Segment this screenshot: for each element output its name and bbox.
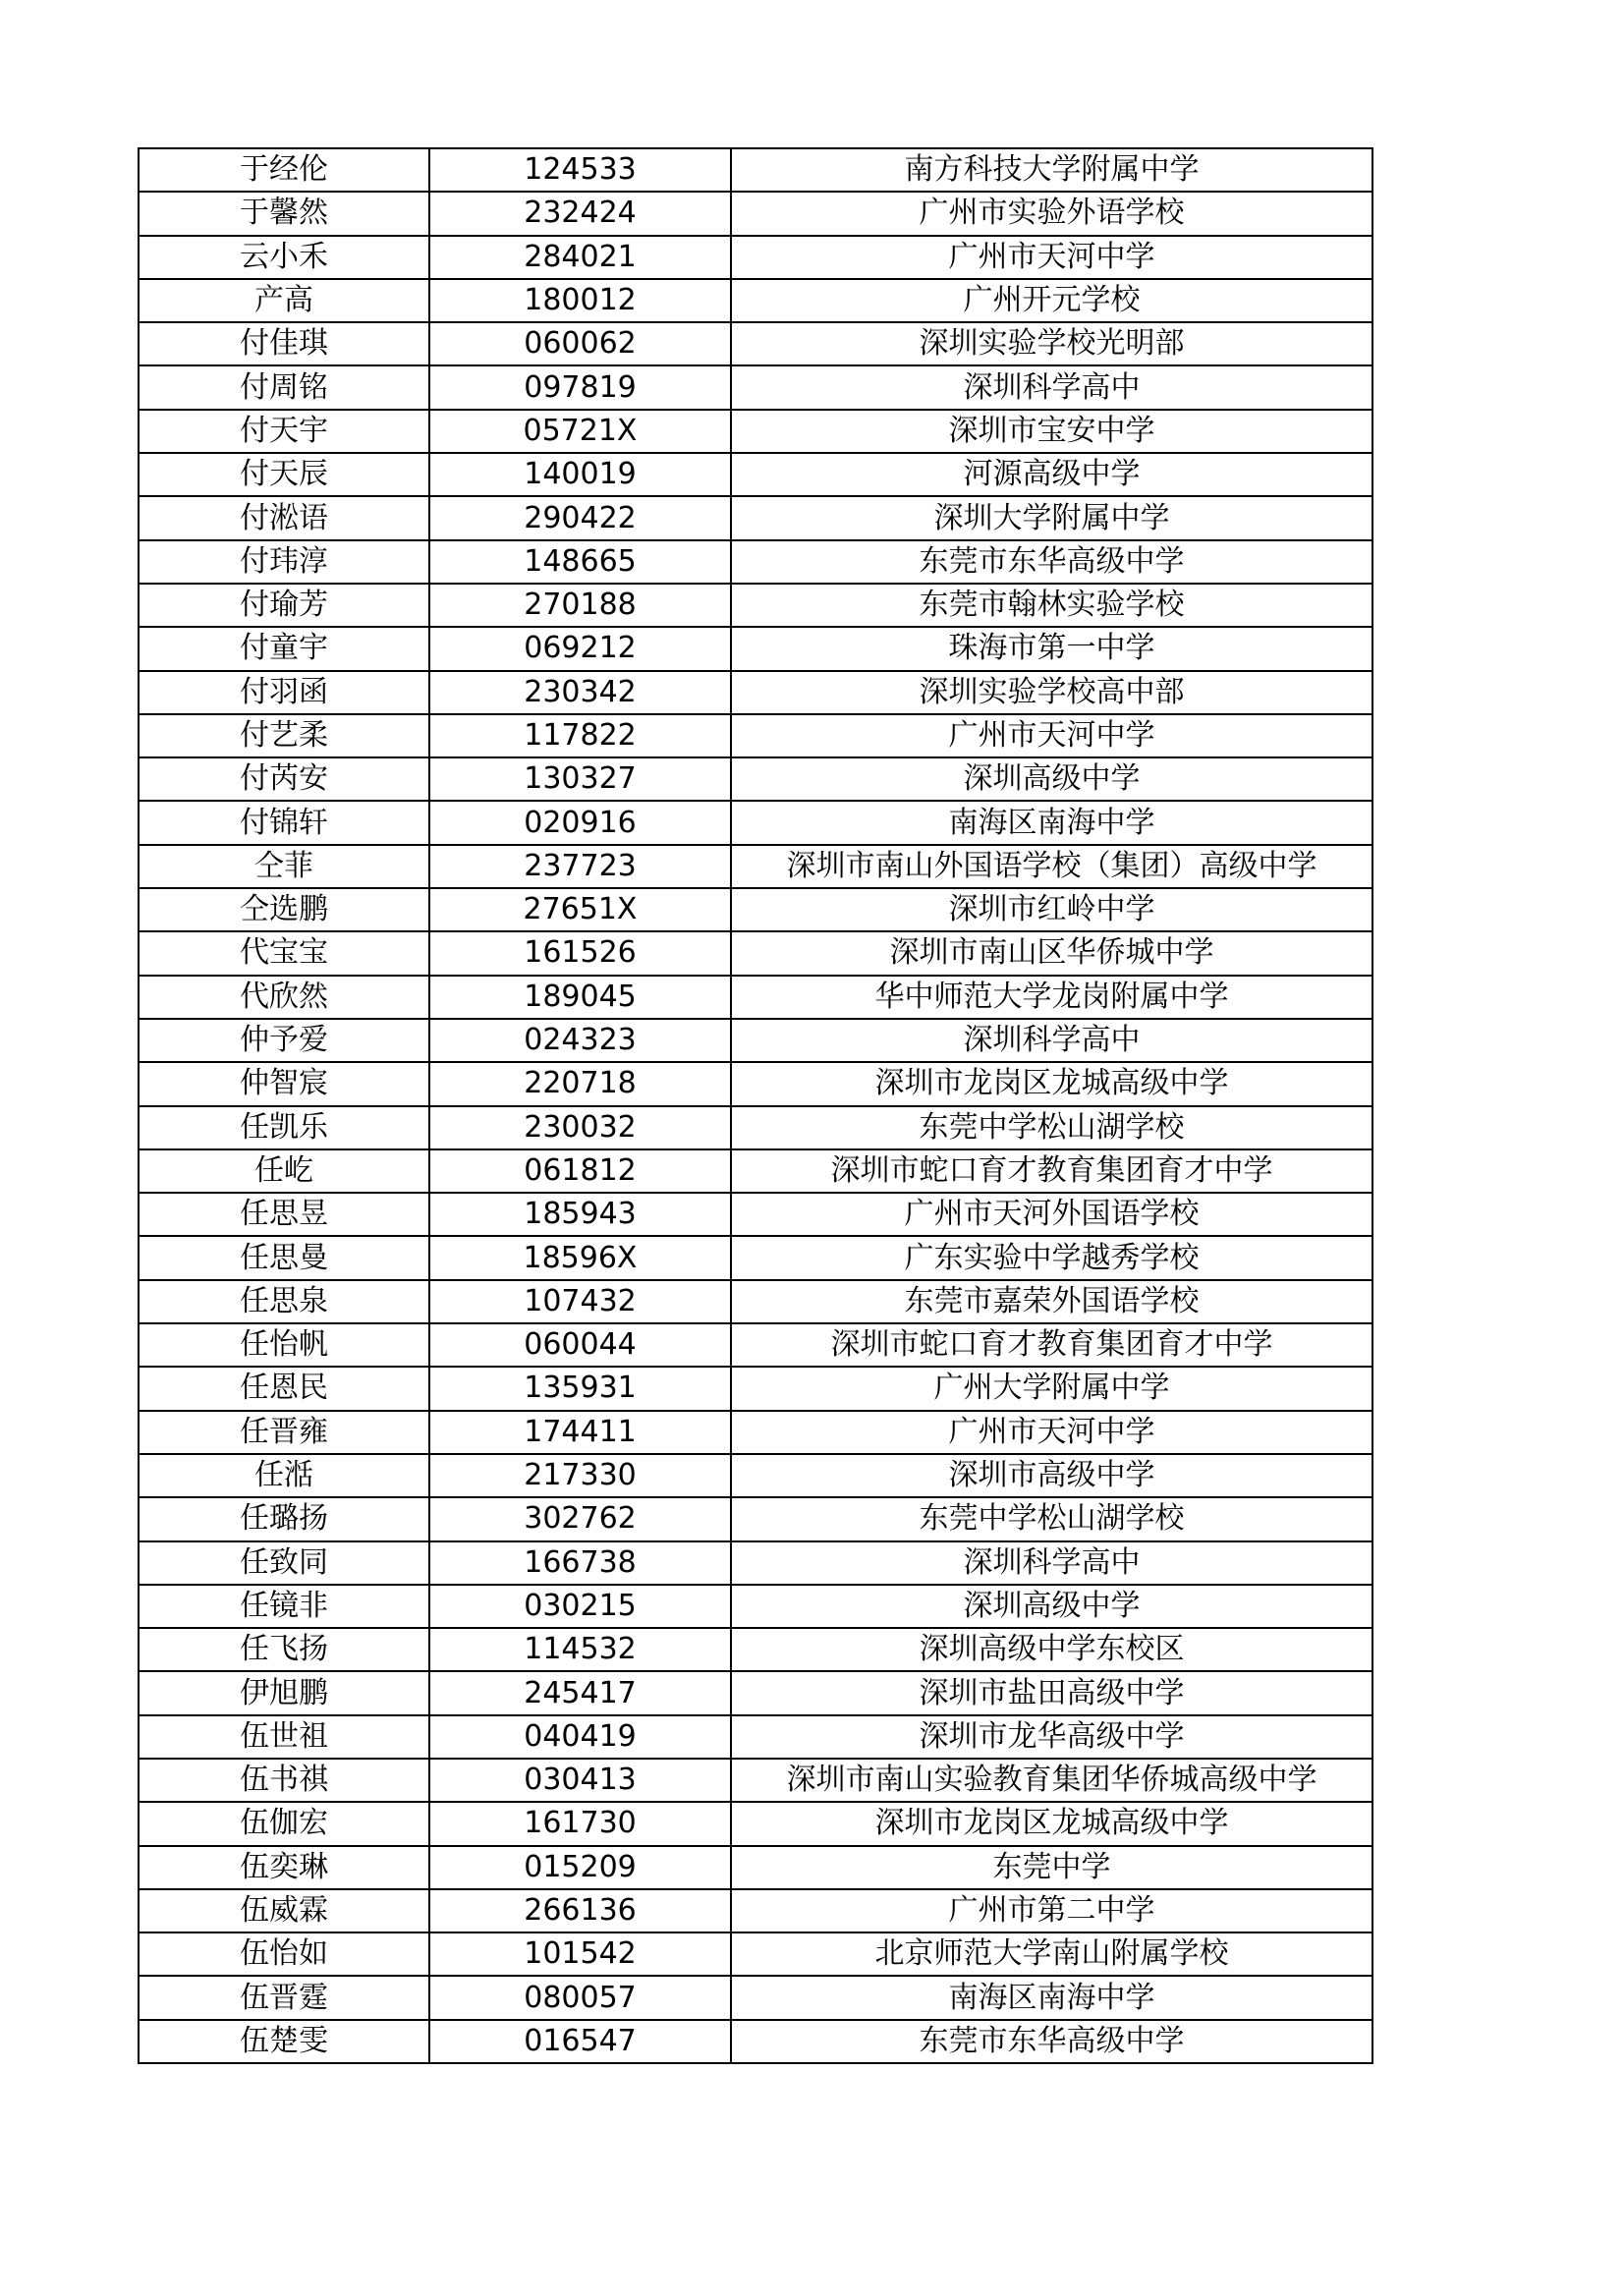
student-id-cell: 05721X bbox=[429, 410, 731, 453]
student-id-cell: 020916 bbox=[429, 801, 731, 844]
student-id-cell: 124533 bbox=[429, 148, 731, 192]
table-row bbox=[139, 714, 1372, 757]
student-id-cell: 114532 bbox=[429, 1628, 731, 1671]
school-name-cell: 深圳高级中学 bbox=[731, 757, 1372, 801]
school-name-cell: 广州开元学校 bbox=[731, 279, 1372, 322]
school-name-cell: 深圳市龙华高级中学 bbox=[731, 1715, 1372, 1759]
table-row bbox=[139, 1889, 1372, 1932]
school-name-cell: 深圳高级中学 bbox=[731, 1585, 1372, 1628]
student-id-cell: 185943 bbox=[429, 1193, 731, 1236]
student-id-cell: 080057 bbox=[429, 1976, 731, 2019]
table-row bbox=[139, 1846, 1372, 1889]
table-row bbox=[139, 888, 1372, 931]
student-id-cell: 061812 bbox=[429, 1149, 731, 1193]
student-name-cell: 伊旭鹏 bbox=[139, 1671, 429, 1714]
student-name-cell: 付佳琪 bbox=[139, 322, 429, 365]
school-name-cell: 河源高级中学 bbox=[731, 453, 1372, 496]
school-name-cell: 深圳科学高中 bbox=[731, 365, 1372, 409]
student-id-cell: 237723 bbox=[429, 845, 731, 888]
student-id-cell: 232424 bbox=[429, 192, 731, 235]
school-name-cell: 深圳市蛇口育才教育集团育才中学 bbox=[731, 1323, 1372, 1367]
student-name-cell: 任思昱 bbox=[139, 1193, 429, 1236]
school-name-cell: 深圳市高级中学 bbox=[731, 1454, 1372, 1497]
student-name-cell: 付天辰 bbox=[139, 453, 429, 496]
school-name-cell: 深圳市龙岗区龙城高级中学 bbox=[731, 1062, 1372, 1105]
table-row bbox=[139, 1759, 1372, 1802]
school-name-cell: 深圳科学高中 bbox=[731, 1019, 1372, 1062]
table-row bbox=[139, 1541, 1372, 1585]
student-name-cell: 付锦轩 bbox=[139, 801, 429, 844]
student-id-cell: 024323 bbox=[429, 1019, 731, 1062]
student-id-cell: 27651X bbox=[429, 888, 731, 931]
table-row bbox=[139, 1062, 1372, 1105]
school-name-cell: 深圳市南山实验教育集团华侨城高级中学 bbox=[731, 1759, 1372, 1802]
student-name-cell: 伍书祺 bbox=[139, 1759, 429, 1802]
student-name-cell: 任思曼 bbox=[139, 1236, 429, 1279]
school-name-cell: 深圳市南山区华侨城中学 bbox=[731, 931, 1372, 975]
student-id-cell: 284021 bbox=[429, 236, 731, 279]
table-row bbox=[139, 1932, 1372, 1976]
school-name-cell: 深圳市宝安中学 bbox=[731, 410, 1372, 453]
student-name-cell: 仝菲 bbox=[139, 845, 429, 888]
table-row bbox=[139, 1193, 1372, 1236]
student-name-cell: 付瑜芳 bbox=[139, 584, 429, 627]
school-name-cell: 东莞中学松山湖学校 bbox=[731, 1106, 1372, 1149]
school-name-cell: 北京师范大学南山附属学校 bbox=[731, 1932, 1372, 1976]
student-id-cell: 101542 bbox=[429, 1932, 731, 1976]
table-row bbox=[139, 453, 1372, 496]
student-name-cell: 伍伽宏 bbox=[139, 1802, 429, 1845]
table-row bbox=[139, 1454, 1372, 1497]
student-name-cell: 付童宇 bbox=[139, 627, 429, 670]
table-row bbox=[139, 627, 1372, 670]
student-id-cell: 030215 bbox=[429, 1585, 731, 1628]
school-name-cell: 广州市实验外语学校 bbox=[731, 192, 1372, 235]
school-name-cell: 珠海市第一中学 bbox=[731, 627, 1372, 670]
student-table bbox=[138, 147, 1373, 2064]
student-name-cell: 伍世祖 bbox=[139, 1715, 429, 1759]
table-row bbox=[139, 322, 1372, 365]
school-name-cell: 东莞市嘉荣外国语学校 bbox=[731, 1280, 1372, 1323]
student-id-cell: 217330 bbox=[429, 1454, 731, 1497]
student-name-cell: 伍怡如 bbox=[139, 1932, 429, 1976]
student-name-cell: 仝选鹏 bbox=[139, 888, 429, 931]
table-row bbox=[139, 236, 1372, 279]
student-name-cell: 代宝宝 bbox=[139, 931, 429, 975]
table-row bbox=[139, 365, 1372, 409]
student-name-cell: 伍奕琳 bbox=[139, 1846, 429, 1889]
table-row bbox=[139, 1411, 1372, 1454]
table-row bbox=[139, 496, 1372, 539]
student-name-cell: 付芮安 bbox=[139, 757, 429, 801]
table-row bbox=[139, 976, 1372, 1019]
student-name-cell: 任怡帆 bbox=[139, 1323, 429, 1367]
school-name-cell: 深圳市红岭中学 bbox=[731, 888, 1372, 931]
table-row bbox=[139, 671, 1372, 714]
school-name-cell: 广州大学附属中学 bbox=[731, 1367, 1372, 1410]
student-id-cell: 266136 bbox=[429, 1889, 731, 1932]
school-name-cell: 深圳市南山外国语学校（集团）高级中学 bbox=[731, 845, 1372, 888]
school-name-cell: 东莞市翰林实验学校 bbox=[731, 584, 1372, 627]
school-name-cell: 深圳大学附属中学 bbox=[731, 496, 1372, 539]
student-name-cell: 任璐扬 bbox=[139, 1497, 429, 1540]
table-row bbox=[139, 845, 1372, 888]
student-name-cell: 伍晋霆 bbox=[139, 1976, 429, 2019]
student-id-cell: 030413 bbox=[429, 1759, 731, 1802]
student-name-cell: 付羽函 bbox=[139, 671, 429, 714]
table-row bbox=[139, 1019, 1372, 1062]
student-id-cell: 161730 bbox=[429, 1802, 731, 1845]
student-id-cell: 189045 bbox=[429, 976, 731, 1019]
school-name-cell: 深圳实验学校高中部 bbox=[731, 671, 1372, 714]
student-id-cell: 060044 bbox=[429, 1323, 731, 1367]
table-row bbox=[139, 1106, 1372, 1149]
school-name-cell: 深圳市龙岗区龙城高级中学 bbox=[731, 1802, 1372, 1845]
school-name-cell: 南方科技大学附属中学 bbox=[731, 148, 1372, 192]
student-name-cell: 付艺柔 bbox=[139, 714, 429, 757]
student-name-cell: 仲予爱 bbox=[139, 1019, 429, 1062]
table-row bbox=[139, 1280, 1372, 1323]
school-name-cell: 东莞中学松山湖学校 bbox=[731, 1497, 1372, 1540]
table-row bbox=[139, 1628, 1372, 1671]
student-name-cell: 代欣然 bbox=[139, 976, 429, 1019]
student-name-cell: 仲智宸 bbox=[139, 1062, 429, 1105]
student-id-cell: 140019 bbox=[429, 453, 731, 496]
school-name-cell: 广州市天河外国语学校 bbox=[731, 1193, 1372, 1236]
school-name-cell: 广州市天河中学 bbox=[731, 1411, 1372, 1454]
student-id-cell: 130327 bbox=[429, 757, 731, 801]
table-row bbox=[139, 1715, 1372, 1759]
student-id-cell: 270188 bbox=[429, 584, 731, 627]
student-id-cell: 230032 bbox=[429, 1106, 731, 1149]
school-name-cell: 深圳实验学校光明部 bbox=[731, 322, 1372, 365]
school-name-cell: 深圳市盐田高级中学 bbox=[731, 1671, 1372, 1714]
student-id-cell: 069212 bbox=[429, 627, 731, 670]
student-name-cell: 任凯乐 bbox=[139, 1106, 429, 1149]
student-name-cell: 伍楚雯 bbox=[139, 2020, 429, 2063]
student-name-cell: 任思泉 bbox=[139, 1280, 429, 1323]
student-name-cell: 付天宇 bbox=[139, 410, 429, 453]
table-row bbox=[139, 1802, 1372, 1845]
school-name-cell: 广州市天河中学 bbox=[731, 714, 1372, 757]
student-id-cell: 166738 bbox=[429, 1541, 731, 1585]
table-row bbox=[139, 192, 1372, 235]
student-name-cell: 付淞语 bbox=[139, 496, 429, 539]
student-name-cell: 产高 bbox=[139, 279, 429, 322]
student-id-cell: 302762 bbox=[429, 1497, 731, 1540]
student-id-cell: 290422 bbox=[429, 496, 731, 539]
student-name-cell: 任屹 bbox=[139, 1149, 429, 1193]
table-row bbox=[139, 540, 1372, 584]
school-name-cell: 东莞市东华高级中学 bbox=[731, 540, 1372, 584]
table-row bbox=[139, 1367, 1372, 1410]
table-row bbox=[139, 584, 1372, 627]
school-name-cell: 东莞中学 bbox=[731, 1846, 1372, 1889]
student-id-cell: 174411 bbox=[429, 1411, 731, 1454]
table-row bbox=[139, 1323, 1372, 1367]
student-id-cell: 040419 bbox=[429, 1715, 731, 1759]
table-row bbox=[139, 410, 1372, 453]
student-name-cell: 任飞扬 bbox=[139, 1628, 429, 1671]
student-id-cell: 107432 bbox=[429, 1280, 731, 1323]
student-id-cell: 245417 bbox=[429, 1671, 731, 1714]
student-id-cell: 117822 bbox=[429, 714, 731, 757]
student-name-cell: 于经伦 bbox=[139, 148, 429, 192]
table-row bbox=[139, 1585, 1372, 1628]
student-id-cell: 135931 bbox=[429, 1367, 731, 1410]
student-id-cell: 180012 bbox=[429, 279, 731, 322]
student-id-cell: 148665 bbox=[429, 540, 731, 584]
student-id-cell: 18596X bbox=[429, 1236, 731, 1279]
student-name-cell: 任镜非 bbox=[139, 1585, 429, 1628]
table-row bbox=[139, 801, 1372, 844]
student-id-cell: 015209 bbox=[429, 1846, 731, 1889]
school-name-cell: 南海区南海中学 bbox=[731, 1976, 1372, 2019]
school-name-cell: 深圳高级中学东校区 bbox=[731, 1628, 1372, 1671]
school-name-cell: 广州市第二中学 bbox=[731, 1889, 1372, 1932]
table-row bbox=[139, 148, 1372, 192]
table-row bbox=[139, 1236, 1372, 1279]
table-row bbox=[139, 2020, 1372, 2063]
school-name-cell: 深圳市蛇口育才教育集团育才中学 bbox=[731, 1149, 1372, 1193]
student-id-cell: 060062 bbox=[429, 322, 731, 365]
student-name-cell: 于馨然 bbox=[139, 192, 429, 235]
table-row bbox=[139, 1671, 1372, 1714]
table-row bbox=[139, 279, 1372, 322]
table-row bbox=[139, 757, 1372, 801]
school-name-cell: 东莞市东华高级中学 bbox=[731, 2020, 1372, 2063]
table-row bbox=[139, 1976, 1372, 2019]
school-name-cell: 深圳科学高中 bbox=[731, 1541, 1372, 1585]
table-row bbox=[139, 931, 1372, 975]
student-name-cell: 云小禾 bbox=[139, 236, 429, 279]
student-table-body bbox=[139, 148, 1372, 2063]
school-name-cell: 华中师范大学龙岗附属中学 bbox=[731, 976, 1372, 1019]
table-row bbox=[139, 1497, 1372, 1540]
school-name-cell: 广州市天河中学 bbox=[731, 236, 1372, 279]
student-name-cell: 任致同 bbox=[139, 1541, 429, 1585]
student-id-cell: 220718 bbox=[429, 1062, 731, 1105]
student-name-cell: 任湉 bbox=[139, 1454, 429, 1497]
school-name-cell: 南海区南海中学 bbox=[731, 801, 1372, 844]
table-row bbox=[139, 1149, 1372, 1193]
student-name-cell: 任晋雍 bbox=[139, 1411, 429, 1454]
student-id-cell: 016547 bbox=[429, 2020, 731, 2063]
student-name-cell: 伍威霖 bbox=[139, 1889, 429, 1932]
student-id-cell: 230342 bbox=[429, 671, 731, 714]
student-id-cell: 097819 bbox=[429, 365, 731, 409]
student-id-cell: 161526 bbox=[429, 931, 731, 975]
student-name-cell: 任恩民 bbox=[139, 1367, 429, 1410]
school-name-cell: 广东实验中学越秀学校 bbox=[731, 1236, 1372, 1279]
student-name-cell: 付玮淳 bbox=[139, 540, 429, 584]
student-name-cell: 付周铭 bbox=[139, 365, 429, 409]
